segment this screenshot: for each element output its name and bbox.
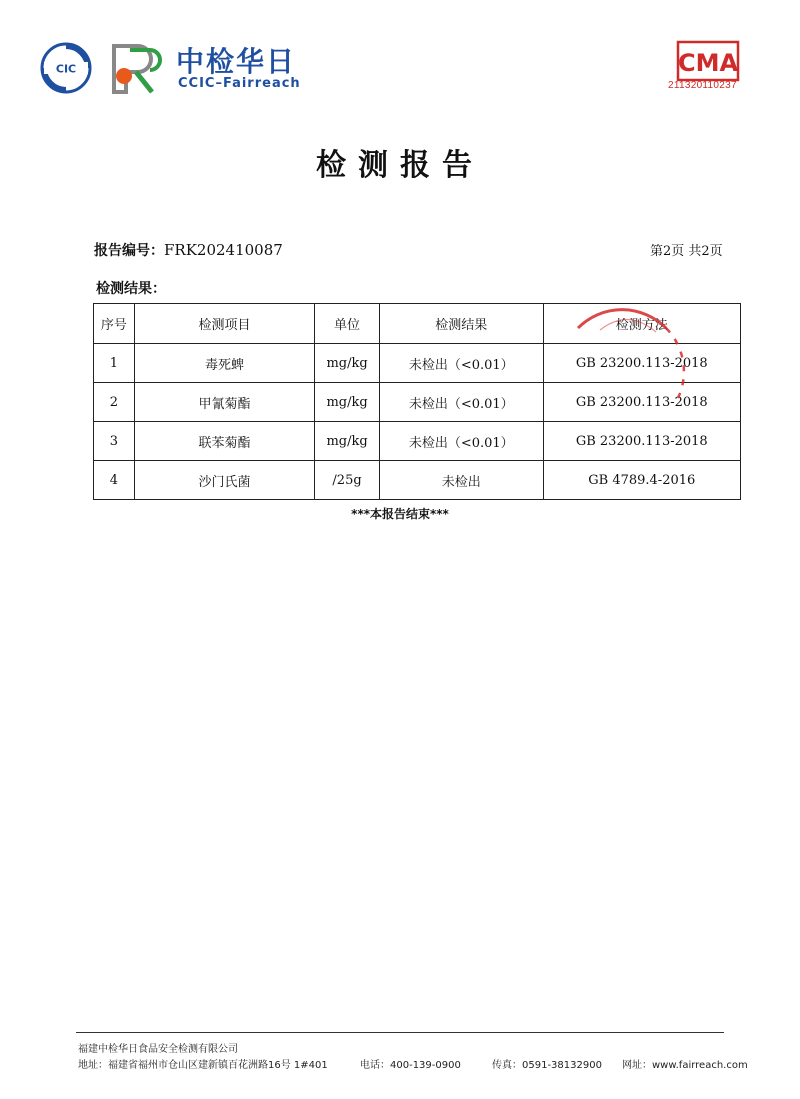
cell-no: 4 bbox=[94, 461, 135, 500]
brand-name-en: CCIC–Fairreach bbox=[178, 76, 301, 91]
cell-method: GB 23200.113-2018 bbox=[543, 422, 740, 461]
table-header-row bbox=[94, 304, 741, 344]
cell-unit: mg/kg bbox=[315, 422, 380, 461]
cell-unit: mg/kg bbox=[315, 344, 380, 383]
cell-item: 联苯菊酯 bbox=[134, 422, 314, 461]
cell-method: GB 23200.113-2018 bbox=[543, 383, 740, 422]
col-header-result: 检测结果 bbox=[380, 304, 544, 344]
footer-phone: 电话：400-139-0900 bbox=[360, 1060, 461, 1071]
section-label: 检测结果： bbox=[96, 281, 166, 297]
cma-logo-text: CMA bbox=[677, 49, 739, 77]
table-row bbox=[94, 422, 741, 461]
cell-unit: mg/kg bbox=[315, 383, 380, 422]
table-row bbox=[94, 344, 741, 383]
cell-unit: /25g bbox=[315, 461, 380, 500]
col-header-no: 序号 bbox=[94, 304, 135, 344]
report-number bbox=[94, 240, 283, 260]
page-info: 第2页 共2页 bbox=[650, 244, 723, 259]
cic-logo-text: CIC bbox=[55, 62, 77, 76]
cma-number: 211320110237 bbox=[668, 80, 737, 91]
cma-logo bbox=[676, 40, 740, 82]
page-title: 检测报告 bbox=[316, 148, 484, 183]
report-number-label: 报告编号： bbox=[94, 243, 164, 259]
end-of-report: ***本报告结束*** bbox=[351, 507, 449, 521]
footer-address: 地址：福建省福州市仓山区建新镇百花洲路16号 1#401 bbox=[78, 1060, 328, 1071]
cell-result: 未检出 bbox=[380, 461, 544, 500]
fairreach-logo bbox=[108, 44, 162, 94]
footer-company: 福建中检华日食品安全检测有限公司 bbox=[78, 1044, 238, 1055]
cell-item: 甲氰菊酯 bbox=[134, 383, 314, 422]
footer-divider bbox=[76, 1032, 724, 1033]
cell-no: 1 bbox=[94, 344, 135, 383]
cell-result: 未检出（<0.01） bbox=[380, 344, 544, 383]
col-header-item: 检测项目 bbox=[134, 304, 314, 344]
cell-method: GB 23200.113-2018 bbox=[543, 344, 740, 383]
cell-no: 3 bbox=[94, 422, 135, 461]
cic-logo bbox=[40, 42, 92, 94]
results-table bbox=[93, 303, 741, 500]
col-header-unit: 单位 bbox=[315, 304, 380, 344]
brand-name-cn: 中检华日 bbox=[176, 45, 297, 78]
cell-result: 未检出（<0.01） bbox=[380, 422, 544, 461]
table-row bbox=[94, 461, 741, 500]
cell-item: 沙门氏菌 bbox=[134, 461, 314, 500]
footer-website: 网址：www.fairreach.com bbox=[622, 1060, 748, 1071]
col-header-method: 检测方法 bbox=[543, 304, 740, 344]
cell-result: 未检出（<0.01） bbox=[380, 383, 544, 422]
report-number-value: FRK202410087 bbox=[164, 241, 283, 259]
footer-fax: 传真：0591-38132900 bbox=[492, 1060, 602, 1071]
table-row bbox=[94, 383, 741, 422]
cell-item: 毒死蜱 bbox=[134, 344, 314, 383]
cell-no: 2 bbox=[94, 383, 135, 422]
cell-method: GB 4789.4-2016 bbox=[543, 461, 740, 500]
